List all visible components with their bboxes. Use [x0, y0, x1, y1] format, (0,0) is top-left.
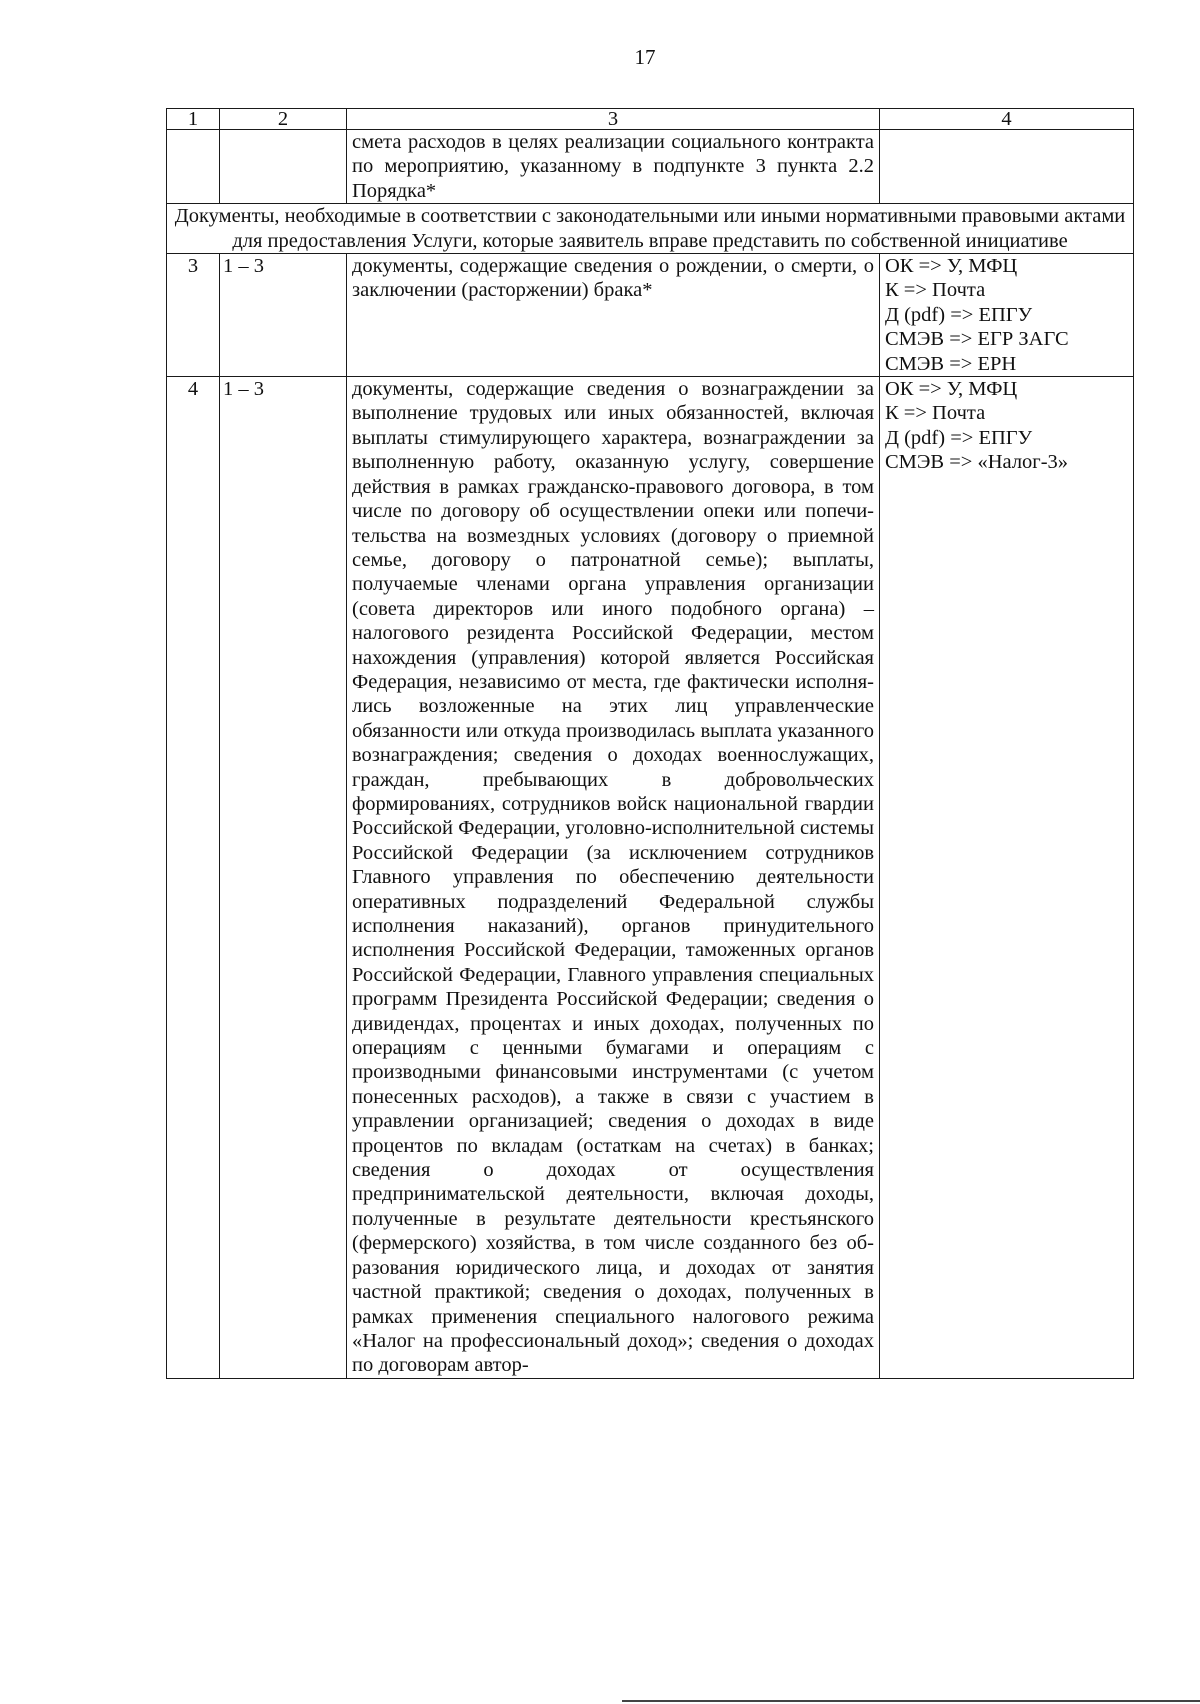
column-number-2: 2 — [220, 109, 347, 130]
section-header-row — [167, 204, 1134, 254]
channel-item: К => Почта — [885, 402, 986, 425]
continuation-channels-cell — [880, 130, 1134, 204]
channel-item: Д (pdf) => ЕПГУ — [885, 426, 1033, 449]
table-row — [167, 254, 1134, 377]
section-header: Документы, необходимые в соответствии с законодательными или иными нормативными правовыми актами для предоставления Услуги, которые заявитель вправе представить по собственной инициативе — [167, 204, 1134, 254]
channel-item: ОК => У, МФЦ — [885, 255, 1018, 278]
bottom-scan-rule — [622, 1700, 1200, 1702]
column-number-4: 4 — [880, 109, 1134, 130]
channel-item: СМЭВ => ЕРН — [885, 352, 1017, 375]
row-channels — [880, 254, 1134, 377]
column-number-row — [167, 109, 1134, 130]
page-number: 17 — [634, 45, 656, 69]
row-number: 4 — [167, 377, 220, 1379]
table-row — [167, 377, 1134, 1379]
row-range: 1 – 3 — [220, 254, 347, 377]
channel-item: Д (pdf) => ЕПГУ — [885, 303, 1033, 326]
channel-item: ОК => У, МФЦ — [885, 378, 1018, 401]
column-number-3: 3 — [347, 109, 880, 130]
channel-item: СМЭВ => «Налог-3» — [885, 451, 1069, 474]
row-description: документы, содержащие сведения о рождении, о смерти, о заключении (расторжении) брака* — [347, 254, 880, 377]
documents-table — [166, 108, 1134, 1379]
channel-item: К => Почта — [885, 279, 986, 302]
row-description: документы, содержащие сведения о вознаграждении за выполнение трудовых или иных обязанностей, включая выплаты стимулирующего характера, вознаграждении за выполненную работу, оказанную услугу, совершение действия в рамках гражданско-правового договора, в том числе по договору об осуществлении опеки или попечительства на возмездных условиях (договору о приемной семье, договору о патронатной семье); выплаты, получаемые членами органа управления организации (совета директоров или иного подобного органа) – налогового резидента Российской Федерации, местом нахождения (управления) которой является Российская Федерация, независимо от места, где фактически исполнялись возложенные на этих лиц управленческие обязанности или откуда производилась выплата указанного вознаграждения; сведения о доходах военнослужащих, граждан, пребывающих в добровольческих формированиях, сотрудников войск национальной гвардии Российской Федерации, уголовно-исполнительной системы Российской Федерации (за исключением сотрудников Главного управления по обеспечению деятельности оперативных подразделений Федеральной службы исполнения наказаний), органов принудительного исполнения Российской Федерации, таможенных органов Российской Федерации, Главного управления специальных программ Президента Российской Федерации; сведения о дивидендах, процентах и иных доходах, полученных по операциям с ценными бумагами и операциям с производными финансовыми инструментами (с учетом понесенных расходов), а также в связи с участием в управлении организацией; сведения о доходах в виде процентов по вкладам (остаткам на счетах) в банках; сведения о доходах от осуществления предпринимательской деятельности, включая доходы, полученные в результате деятельности крестьянского (фермерского) хозяйства, в том числе созданного без образования юридического лица, и доходах от занятия частной практикой; сведения о доходах, полученных в рамках применения специального налогового режима «Налог на профессиональный доход»; сведения о доходах по договорам автор- — [347, 377, 880, 1379]
row-channels — [880, 377, 1134, 1379]
row-number: 3 — [167, 254, 220, 377]
continuation-range-cell — [220, 130, 347, 204]
continuation-description: смета расходов в целях реализации социального контракта по мероприятию, указанному в подпункте 3 пункта 2.2 Порядка* — [347, 130, 880, 204]
continuation-num-cell — [167, 130, 220, 204]
column-number-1: 1 — [167, 109, 220, 130]
channel-item: СМЭВ => ЕГР ЗАГС — [885, 328, 1069, 351]
row-range: 1 – 3 — [220, 377, 347, 1379]
continuation-row — [167, 130, 1134, 204]
